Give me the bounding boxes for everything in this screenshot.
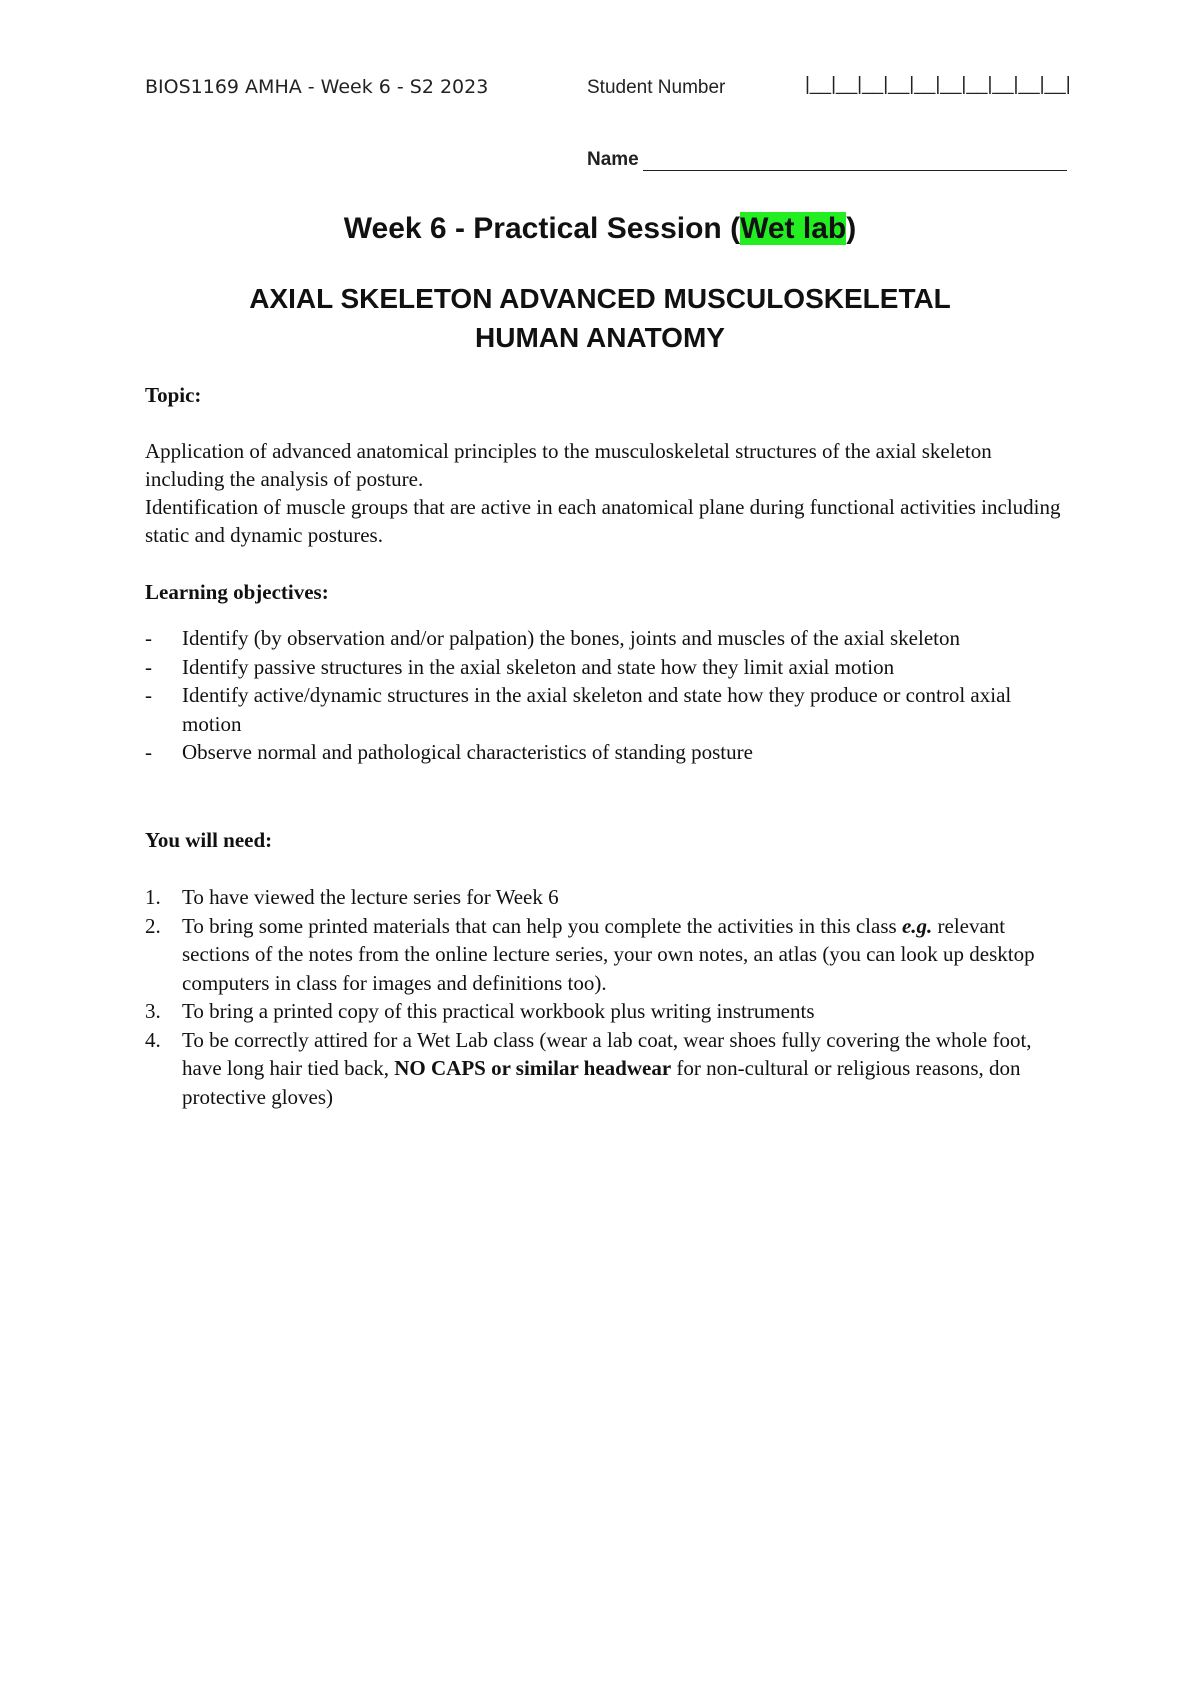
list-number: 1.: [145, 885, 161, 909]
list-marker: -: [145, 683, 152, 707]
course-header: BIOS1169 AMHA - Week 6 - S2 2023: [145, 76, 489, 98]
list-item-text: Identify active/dynamic structures in the axial skeleton and state how they produce or control axial motion: [182, 683, 1012, 736]
title-prefix: Week 6 - Practical Session (: [343, 212, 741, 245]
list-item-text: Observe normal and pathological characteristics of standing posture: [182, 740, 753, 764]
list-item: [145, 1026, 1065, 1112]
list-item-text: Identify passive structures in the axial skeleton and state how they limit axial motion: [182, 654, 895, 679]
subtitle-line-1: AXIAL SKELETON ADVANCED MUSCULOSKELETAL: [249, 283, 951, 314]
list-item: [145, 997, 1065, 1026]
list-item-text: To be correctly attired for a Wet Lab class (wear a lab coat, wear shoes fully covering the whole foot, have long hair tied back,: [182, 1027, 1032, 1080]
page-subtitle: [150, 279, 1050, 357]
list-item: [145, 883, 1065, 912]
learning-objectives-list: [145, 624, 1065, 767]
name-field-line: [643, 148, 1067, 171]
name-row: [587, 148, 1067, 171]
list-item-text: Identify (by observation and/or palpation) the bones, joints and muscles of the axial skeleton: [182, 626, 960, 650]
list-number: 2.: [145, 913, 161, 938]
you-will-need-heading: You will need:: [145, 828, 273, 852]
subtitle-line-2: HUMAN ANATOMY: [475, 322, 725, 353]
name-label: Name: [587, 149, 639, 170]
list-marker: -: [145, 740, 152, 764]
list-marker: -: [145, 626, 152, 650]
student-number-field: |__|__|__|__|__|__|__|__|__|__|: [805, 74, 1071, 95]
list-item-bold: NO CAPS or similar headwear: [394, 1056, 672, 1080]
list-item: [145, 653, 1065, 682]
list-item-emphasis: e.g.: [901, 913, 933, 938]
list-item-text: To have viewed the lecture series for Week 6: [182, 885, 559, 909]
list-item-text: To bring some printed materials that can help you complete the activities in this class: [182, 913, 902, 938]
topic-paragraph-1: Application of advanced anatomical principles to the musculoskeletal structures of the axial skeleton including the analysis of posture.: [145, 439, 992, 491]
you-will-need-list: [145, 883, 1065, 1111]
student-number-label: Student Number: [587, 77, 726, 98]
topic-text: [145, 437, 1065, 549]
list-item: [145, 912, 1065, 998]
list-item: [145, 681, 1065, 738]
topic-paragraph-2: Identification of muscle groups that are active in each anatomical plane during functional activities including static and dynamic postures.: [145, 495, 1061, 547]
list-marker: -: [145, 654, 152, 679]
list-item: [145, 738, 1065, 767]
list-item: [145, 624, 1065, 653]
topic-heading: Topic:: [145, 383, 202, 407]
title-suffix: ): [846, 212, 857, 245]
page-title: [0, 212, 1200, 246]
list-item-text-continued: for non-cultural or religious reasons, don protective gloves): [182, 1056, 1021, 1109]
list-item-text: To bring a printed copy of this practical workbook plus writing instruments: [182, 999, 815, 1023]
list-item-text-continued: relevant sections of the notes from the online lecture series, your own notes, an atlas (you can look up desktop computers in class for images and definitions too).: [182, 913, 1035, 995]
list-number: 3.: [145, 999, 161, 1023]
title-highlight: Wet lab: [740, 212, 847, 245]
learning-objectives-heading: Learning objectives:: [145, 580, 329, 604]
list-number: 4.: [145, 1027, 161, 1052]
